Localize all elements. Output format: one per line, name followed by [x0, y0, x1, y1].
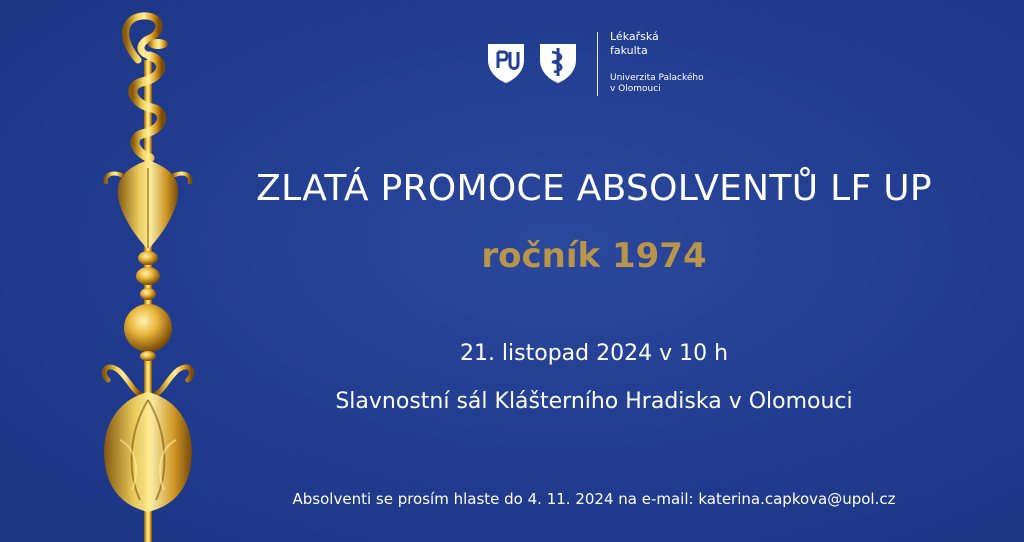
logo-divider [597, 32, 598, 96]
event-title: ZLATÁ PROMOCE ABSOLVENTŮ LF UP [256, 168, 932, 209]
golden-scepter-with-snake-icon [80, 0, 220, 542]
university-name [610, 73, 704, 95]
event-venue: Slavnostní sál Klášterního Hradiska v Olomouci [335, 389, 853, 414]
university-name-line1: Univerzita Palackého [610, 73, 704, 83]
faculty-logo-block [486, 30, 746, 100]
faculty-name [610, 30, 659, 58]
faculty-name-line2: fakulta [610, 44, 648, 57]
university-name-line2: v Olomouci [610, 84, 661, 94]
registration-note: Absolventi se prosím hlaste do 4. 11. 2024 na e-mail: katerina.capkova@upol.cz [292, 490, 896, 508]
caduceus-shield-icon [538, 40, 578, 84]
faculty-name-line1: Lékařská [610, 30, 659, 43]
event-date-time: 21. listopad 2024 v 10 h [459, 341, 729, 366]
graduation-year: ročník 1974 [481, 236, 707, 276]
up-shield-icon [486, 40, 526, 84]
